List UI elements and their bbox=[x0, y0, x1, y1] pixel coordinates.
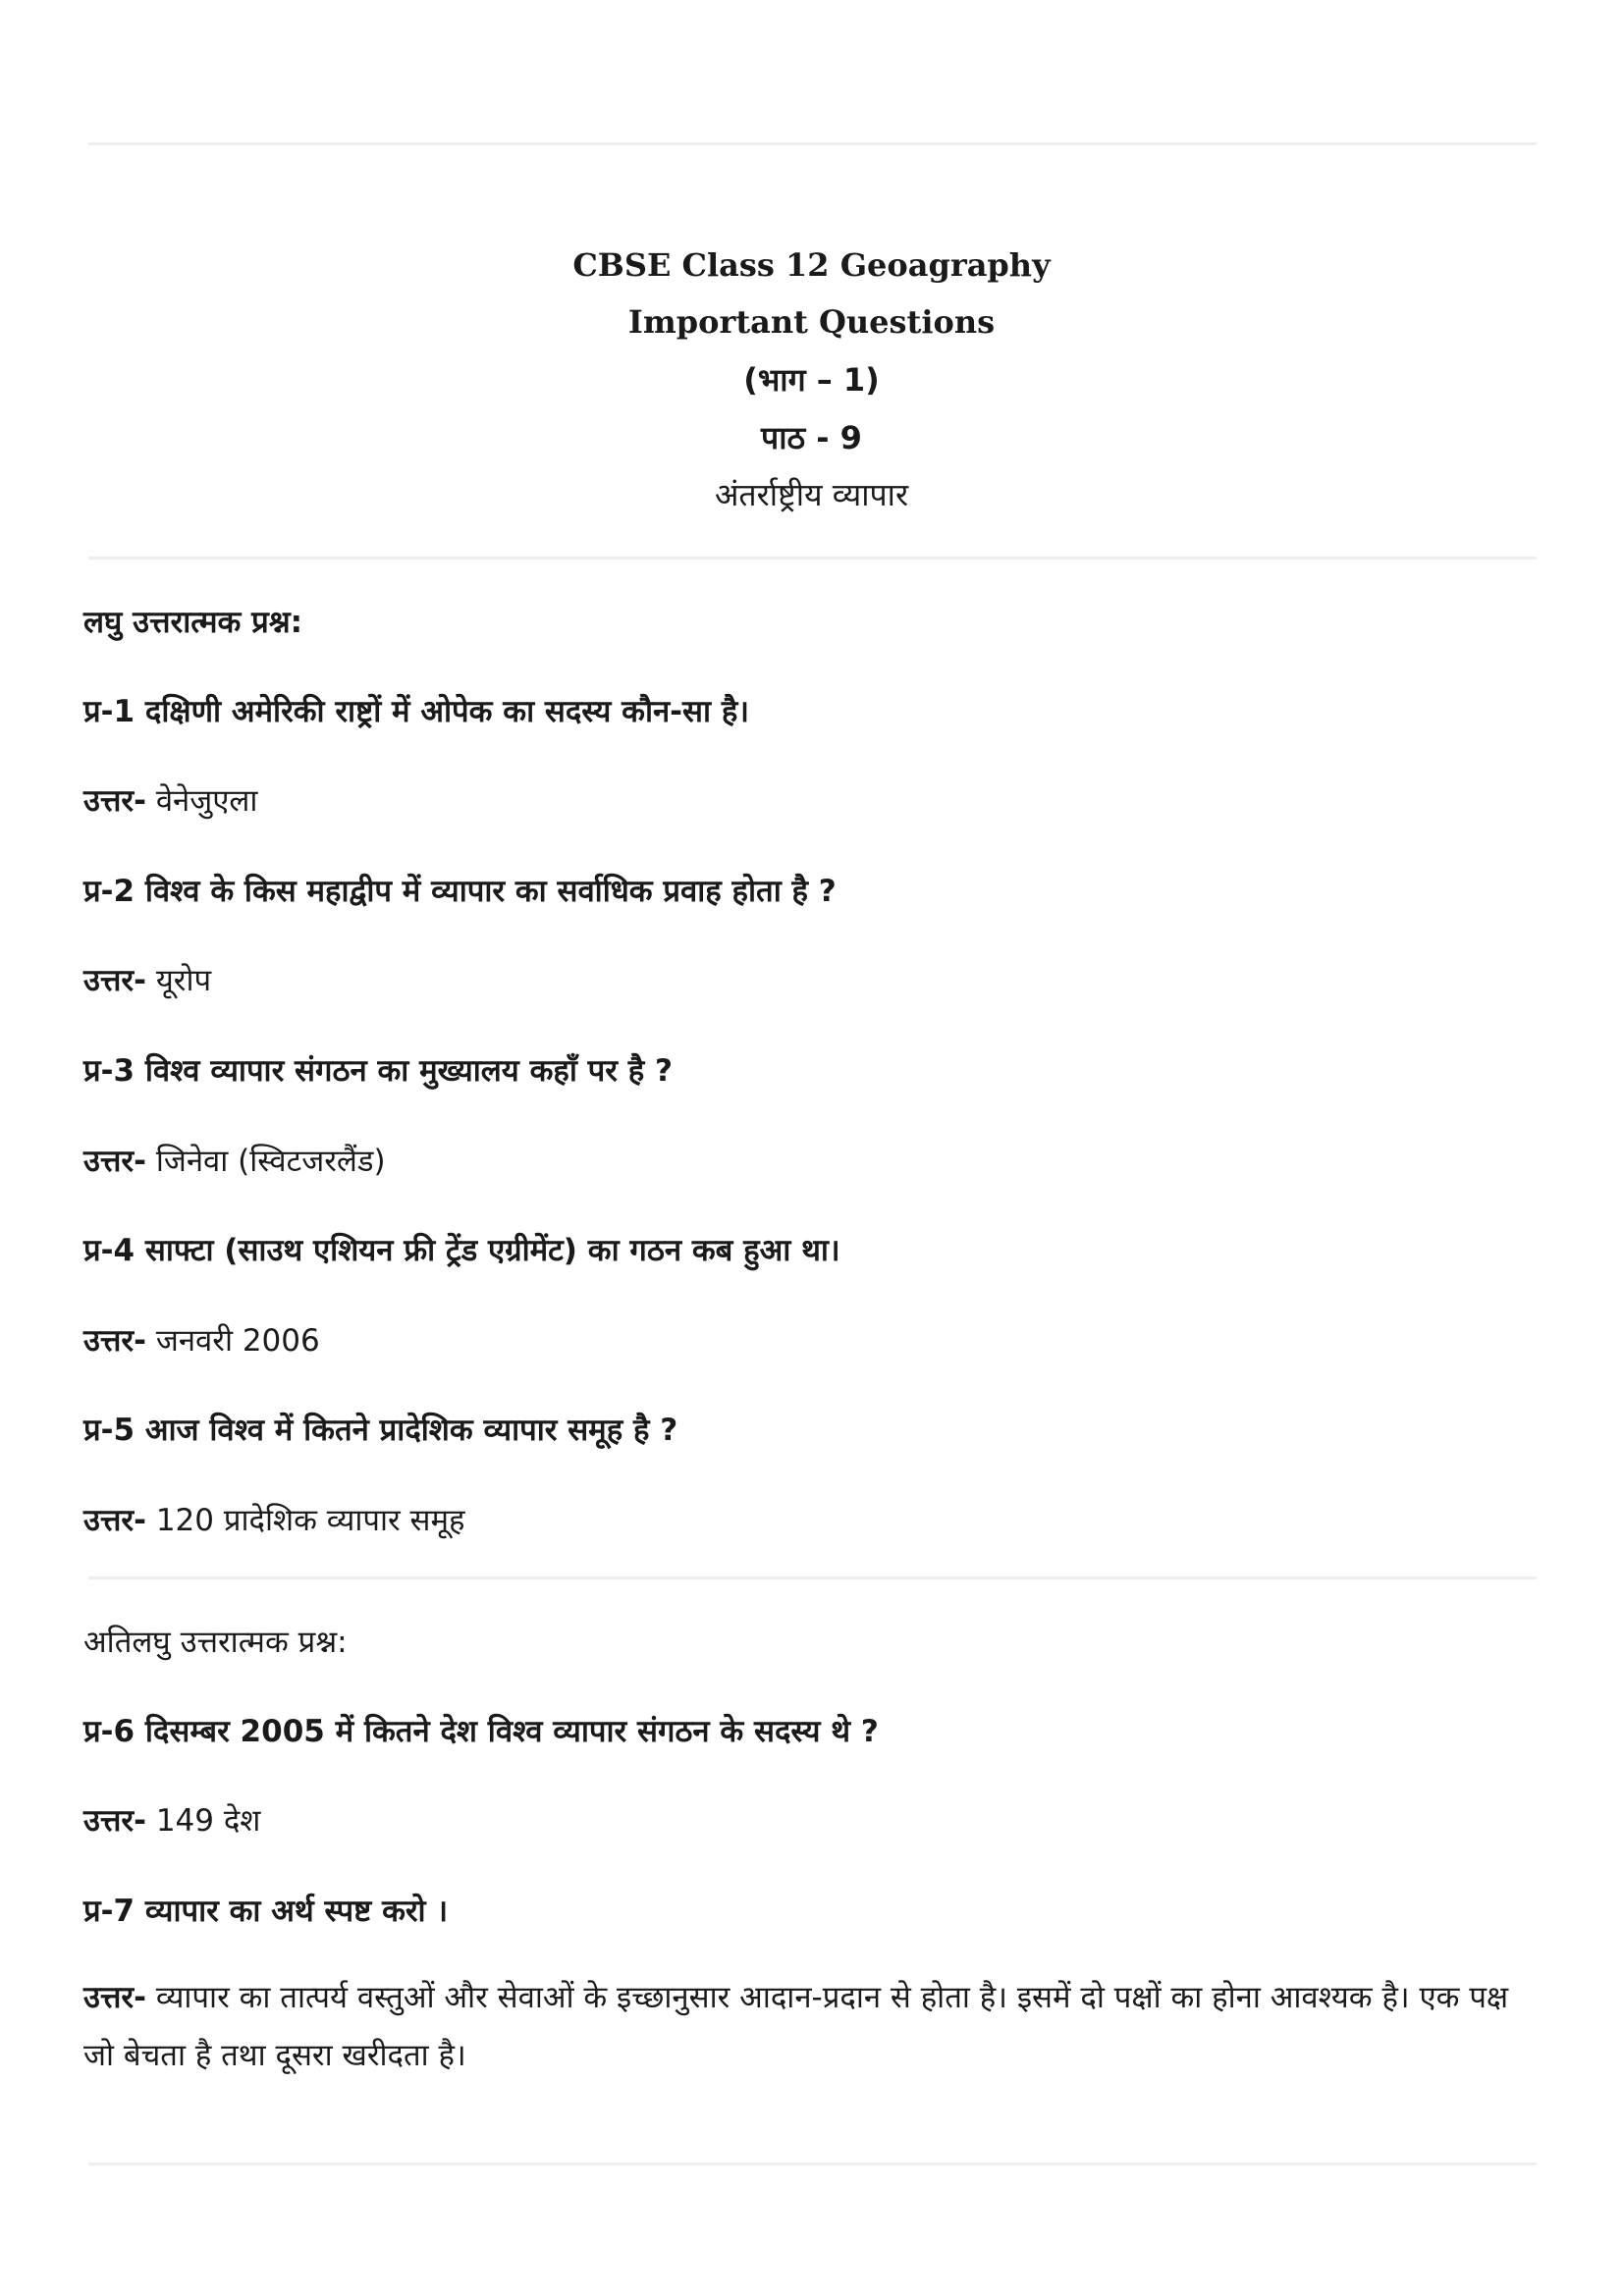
answer-label: उत्तर- bbox=[83, 1323, 146, 1359]
answer-label: उत्तर- bbox=[83, 783, 146, 819]
bottom-divider bbox=[88, 2163, 1537, 2165]
answer-text: जिनेवा (स्विटजरलैंड) bbox=[145, 1144, 386, 1179]
answer-4 bbox=[83, 1318, 1546, 1363]
answer-7 bbox=[83, 1969, 1546, 2085]
document-title: CBSE Class 12 Geoagraphy bbox=[572, 246, 1051, 284]
answer-6 bbox=[83, 1798, 1546, 1843]
question-5: प्र-5 आज विश्व में कितने प्रादेशिक व्यापार समूह है ? bbox=[83, 1413, 678, 1448]
answer-5 bbox=[83, 1498, 1546, 1543]
answer-text: 120 प्रादेशिक व्यापार समूह bbox=[145, 1503, 465, 1538]
answer-label: उत्तर- bbox=[83, 1803, 146, 1839]
answer-label: उत्तर- bbox=[83, 963, 146, 998]
answer-text: व्यापार का तात्पर्य वस्तुओं और सेवाओं के इच्छानुसार आदान-प्रदान से होता है। इसमें दो पक्षों का होना आवश्यक है। एक पक्ष जो बेचता है तथा दूसरा खरीदता है। bbox=[83, 1980, 1509, 2073]
top-divider bbox=[88, 142, 1537, 145]
answer-label: उत्तर- bbox=[83, 1980, 146, 2015]
document-subtitle: Important Questions bbox=[627, 303, 996, 341]
question-3: प्र-3 विश्व व्यापार संगठन का मुख्यालय कहाँ पर है ? bbox=[83, 1053, 673, 1089]
answer-2 bbox=[83, 958, 1546, 1003]
answer-1 bbox=[83, 778, 1546, 824]
question-2: प्र-2 विश्व के किस महाद्वीप में व्यापार का सर्वाधिक प्रवाह होता है ? bbox=[83, 874, 837, 909]
answer-text: जनवरी 2006 bbox=[145, 1323, 320, 1359]
header-divider bbox=[88, 557, 1537, 560]
section-heading-short-answer: लघु उत्तरात्मक प्रश्न: bbox=[83, 605, 303, 640]
question-1: प्र-1 दक्षिणी अमेरिकी राष्ट्रों में ओपेक का सदस्य कौन-सा है। bbox=[83, 694, 750, 729]
section-heading-very-short-answer: अतिलघु उत्तरात्मक प्रश्न: bbox=[83, 1625, 348, 1660]
lesson-label: पाठ - 9 bbox=[761, 419, 862, 456]
answer-text: वेनेजुएला bbox=[145, 783, 258, 819]
section-divider bbox=[88, 1576, 1537, 1579]
answer-text: यूरोप bbox=[145, 963, 212, 998]
answer-text: 149 देश bbox=[145, 1803, 261, 1839]
question-4: प्र-4 साफ्टा (साउथ एशियन फ्री ट्रेंड एग्रीमेंट) का गठन कब हुआ था। bbox=[83, 1233, 840, 1268]
answer-label: उत्तर- bbox=[83, 1144, 146, 1179]
answer-3 bbox=[83, 1139, 1546, 1184]
part-label: (भाग – 1) bbox=[743, 361, 880, 399]
question-6: प्र-6 दिसम्बर 2005 में कितने देश विश्व व्यापार संगठन के सदस्य थे ? bbox=[83, 1714, 879, 1749]
answer-label: उत्तर- bbox=[83, 1503, 146, 1538]
question-7: प्र-7 व्यापार का अर्थ स्पष्ट करो । bbox=[83, 1894, 449, 1929]
chapter-title: अंतर्राष्ट्रीय व्यापार bbox=[714, 476, 909, 513]
